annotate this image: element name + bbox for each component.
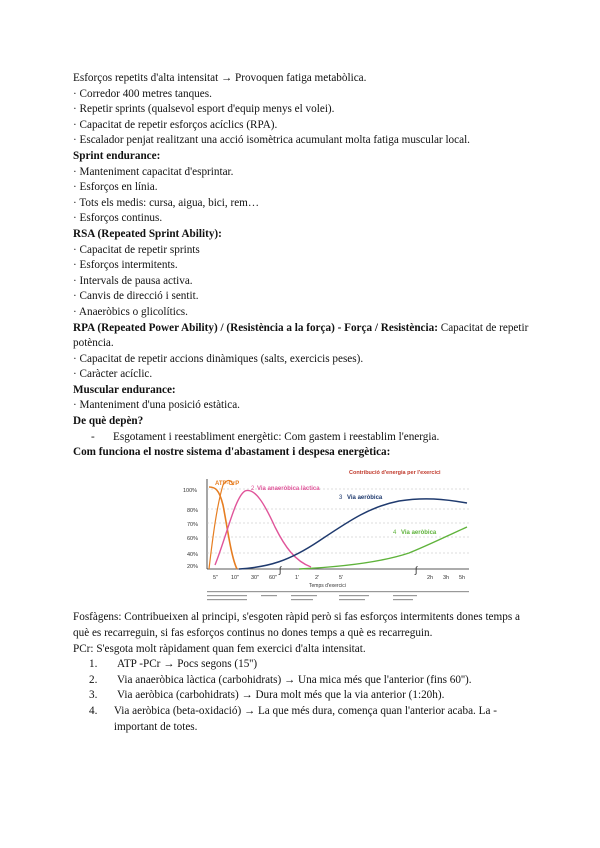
aerobic2-label: Via aeròbica (401, 529, 437, 536)
rpa-title: RPA (Repeated Power Ability) / (Resistència a la força) - Força / Resistència: (73, 321, 438, 334)
list-item-text: ATP -PCr → Pocs segons (15'') (117, 658, 258, 671)
document-body (73, 71, 531, 735)
y-tick-label: 70% (187, 521, 199, 528)
sprint-endurance-item: · Manteniment capacitat d'esprintar. (73, 165, 234, 178)
sprint-endurance-item: · Esforços continus. (73, 212, 163, 225)
y-tick-label: 100% (183, 487, 198, 494)
axis-break-mark: ∫ (415, 564, 418, 575)
intro-heading: Esforços repetits d'alta intensitat → Provoquen fatiga metabòlica. (73, 72, 367, 84)
list-item-text: Via aeròbica (beta-oxidació) → La que més dura, comença quan l'anterior acaba. La - important de totes. (113, 705, 497, 733)
sprint-endurance-item: · Esforços en línia. (73, 181, 158, 194)
list-number: 3. (89, 689, 98, 702)
rsa-item: · Esforços intermitents. (73, 259, 178, 272)
x-axis-title: Temps d'exercici (309, 582, 346, 589)
energy-contribution-figure (179, 465, 475, 603)
y-tick-label: 20% (187, 563, 199, 570)
atp-curve (209, 487, 237, 569)
sprint-endurance-item: · Tots els medis: cursa, aigua, bici, rem… (73, 196, 260, 209)
depen-bullet-item (73, 430, 531, 446)
rsa-title: RSA (Repeated Sprint Ability): (73, 227, 222, 240)
list-item (89, 657, 531, 673)
lactic-curve (215, 490, 311, 567)
y-tick-label: 80% (187, 507, 199, 514)
aerobic2-curve (299, 527, 467, 569)
axis-break-mark: ∫ (279, 564, 282, 575)
list-item-text: Via anaeròbica làctica (carbohidrats) → Una mica més que l'anterior (fins 60''). (117, 673, 472, 686)
list-item (89, 704, 531, 735)
rpa-item: · Caràcter acíclic. (73, 368, 153, 381)
intro-item: · Corredor 400 metres tanques. (73, 87, 212, 100)
x-tick-label: 5h (459, 574, 466, 581)
aerobic-number: 3 (339, 494, 343, 501)
depen-item-text: Esgotament i reestabliment energètic: Com gastem i reestablim l'energia. (113, 430, 440, 443)
lactic-number: 2 (251, 485, 255, 492)
sprint-endurance-title: Sprint endurance: (73, 149, 161, 162)
rpa-item: · Capacitat de repetir accions dinàmiques (salts, exercicis peses). (73, 352, 364, 365)
atp-label: ATP-CrP (215, 480, 240, 487)
fosfagens-paragraph: Fosfàgens: Contribueixen al principi, s'esgoten ràpid però si fas esforços intermitents dones temps a què es recarreguin, si fas esforços continus no dones temps a què es recarreguin. (73, 611, 520, 640)
rsa-item: · Intervals de pausa activa. (73, 274, 193, 287)
x-tick-label: 2' (315, 574, 320, 581)
x-tick-label: 5" (213, 574, 219, 581)
list-number: 2. (89, 673, 98, 686)
rsa-item: · Canvis de direcció i sentit. (73, 290, 199, 303)
x-tick-label: 5' (339, 574, 344, 581)
figure-title: Contribució d'energia per l'exercici (349, 469, 441, 476)
pcr-paragraph: PCr: S'esgota molt ràpidament quan fem exercici d'alta intensitat. (73, 642, 366, 655)
list-number: 1. (89, 658, 98, 671)
muscular-endurance-item: · Manteniment d'una posició estàtica. (73, 399, 240, 412)
list-item (89, 673, 531, 689)
list-item (89, 688, 531, 704)
rsa-item: · Anaeròbics o glicolítics. (73, 305, 188, 318)
depen-title: De què depèn? (73, 415, 144, 428)
list-number: 4. (89, 705, 98, 717)
energy-systems-list (89, 657, 531, 735)
figure-caption-table (207, 591, 469, 600)
x-tick-label: 10" (231, 574, 240, 581)
sistema-title: Com funciona el nostre sistema d'abastament i despesa energètica: (73, 446, 391, 459)
dash-marker: - (91, 430, 95, 443)
intro-item: · Capacitat de repetir esforços acíclics (RPA). (73, 118, 278, 131)
x-tick-label: 60" (269, 574, 278, 581)
intro-item: · Repetir sprints (qualsevol esport d'equip menys el volei). (73, 103, 335, 116)
aerobic-label: Via aeròbica (347, 494, 383, 501)
list-item-text: Via aeròbica (carbohidrats) → Dura molt més que la via anterior (1:20h). (117, 689, 445, 702)
muscular-endurance-title: Muscular endurance: (73, 383, 176, 396)
rsa-item: · Capacitat de repetir sprints (73, 243, 200, 256)
x-tick-label: 30" (251, 574, 260, 581)
lactic-label: Via anaeròbica làctica (257, 485, 320, 492)
x-tick-label: 2h (427, 574, 434, 581)
aerobic2-number: 4 (393, 529, 397, 536)
y-tick-label: 40% (187, 551, 199, 558)
x-tick-label: 1' (295, 574, 300, 581)
y-tick-label: 60% (187, 535, 199, 542)
intro-item: · Escalador penjat realitzant una acció isomètrica acumulant molta fatiga muscular local. (73, 134, 470, 147)
x-tick-label: 3h (443, 574, 450, 581)
rpa-paragraph (73, 321, 531, 352)
rpa-title-rest: Capacitat de repetir potència. (73, 321, 529, 350)
